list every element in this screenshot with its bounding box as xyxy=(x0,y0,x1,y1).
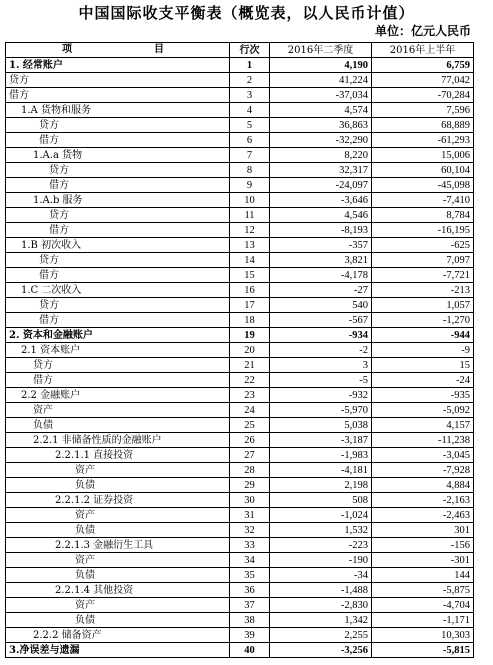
row-value-h1: -301 xyxy=(372,553,474,568)
table-row xyxy=(6,343,474,358)
row-label: 借方 xyxy=(6,373,230,388)
row-value-h1: -24 xyxy=(372,373,474,388)
row-value-q2: -5,970 xyxy=(270,403,372,418)
row-value-q2: 508 xyxy=(270,493,372,508)
row-value-q2: 5,038 xyxy=(270,418,372,433)
row-label: 资产 xyxy=(6,403,230,418)
table-row xyxy=(6,283,474,298)
row-line-number: 1 xyxy=(230,58,270,73)
row-label: 2.2.2 储备资产 xyxy=(6,628,230,643)
table-row xyxy=(6,598,474,613)
row-value-h1: -1,171 xyxy=(372,613,474,628)
row-value-q2: -8,193 xyxy=(270,223,372,238)
row-label: 2. 资本和金融账户 xyxy=(6,328,230,343)
row-value-h1: -45,098 xyxy=(372,178,474,193)
row-label: 2.2.1 非储备性质的金融账户 xyxy=(6,433,230,448)
row-value-h1: 68,889 xyxy=(372,118,474,133)
row-label: 贷方 xyxy=(6,73,230,88)
row-line-number: 29 xyxy=(230,478,270,493)
row-label: 负债 xyxy=(6,478,230,493)
row-label: 贷方 xyxy=(6,208,230,223)
row-value-q2: 1,532 xyxy=(270,523,372,538)
table-row xyxy=(6,463,474,478)
row-line-number: 32 xyxy=(230,523,270,538)
row-line-number: 9 xyxy=(230,178,270,193)
row-value-q2: -5 xyxy=(270,373,372,388)
table-row xyxy=(6,163,474,178)
row-value-q2: -3,187 xyxy=(270,433,372,448)
row-line-number: 5 xyxy=(230,118,270,133)
row-label: 借方 xyxy=(6,223,230,238)
row-value-h1: 4,157 xyxy=(372,418,474,433)
row-value-q2: -1,024 xyxy=(270,508,372,523)
row-line-number: 28 xyxy=(230,463,270,478)
table-row xyxy=(6,493,474,508)
table-row xyxy=(6,133,474,148)
table-row xyxy=(6,88,474,103)
row-value-q2: -32,290 xyxy=(270,133,372,148)
table-row xyxy=(6,403,474,418)
row-value-h1: -7,410 xyxy=(372,193,474,208)
row-line-number: 38 xyxy=(230,613,270,628)
row-value-h1: 4,884 xyxy=(372,478,474,493)
row-value-h1: -16,195 xyxy=(372,223,474,238)
row-line-number: 15 xyxy=(230,268,270,283)
row-value-q2: -932 xyxy=(270,388,372,403)
table-row xyxy=(6,208,474,223)
table-row xyxy=(6,253,474,268)
table-row xyxy=(6,193,474,208)
table-row xyxy=(6,328,474,343)
row-label: 负债 xyxy=(6,568,230,583)
row-line-number: 8 xyxy=(230,163,270,178)
row-label: 1.C 二次收入 xyxy=(6,283,230,298)
unit-label: 单位：亿元人民币 xyxy=(374,24,471,38)
row-value-q2: 3 xyxy=(270,358,372,373)
row-line-number: 39 xyxy=(230,628,270,643)
row-line-number: 3 xyxy=(230,88,270,103)
row-label: 1.A.b 服务 xyxy=(6,193,230,208)
row-value-h1: 7,097 xyxy=(372,253,474,268)
row-value-q2: 1,342 xyxy=(270,613,372,628)
row-value-h1: 60,104 xyxy=(372,163,474,178)
row-label: 2.2.1.3 金融衍生工具 xyxy=(6,538,230,553)
row-value-q2: -34 xyxy=(270,568,372,583)
table-row xyxy=(6,628,474,643)
row-value-h1: 10,303 xyxy=(372,628,474,643)
row-value-q2: -357 xyxy=(270,238,372,253)
row-value-h1: 301 xyxy=(372,523,474,538)
table-row xyxy=(6,238,474,253)
table-row xyxy=(6,148,474,163)
table-row xyxy=(6,118,474,133)
row-value-q2: -4,181 xyxy=(270,463,372,478)
row-value-h1: -5,875 xyxy=(372,583,474,598)
table-row xyxy=(6,448,474,463)
row-label: 资产 xyxy=(6,553,230,568)
table-row xyxy=(6,478,474,493)
column-header-q2: 2016年二季度 xyxy=(270,43,372,58)
row-value-h1: -2,463 xyxy=(372,508,474,523)
row-label: 借方 xyxy=(6,133,230,148)
row-value-h1: 1,057 xyxy=(372,298,474,313)
row-value-h1: -11,238 xyxy=(372,433,474,448)
row-line-number: 35 xyxy=(230,568,270,583)
row-value-h1: 8,784 xyxy=(372,208,474,223)
row-label: 负债 xyxy=(6,613,230,628)
row-value-h1: 6,759 xyxy=(372,58,474,73)
column-header-item xyxy=(6,43,230,58)
row-value-q2: 2,255 xyxy=(270,628,372,643)
row-value-h1: 15 xyxy=(372,358,474,373)
row-line-number: 13 xyxy=(230,238,270,253)
row-label: 2.1 资本账户 xyxy=(6,343,230,358)
row-line-number: 33 xyxy=(230,538,270,553)
table-row xyxy=(6,223,474,238)
row-value-q2: -4,178 xyxy=(270,268,372,283)
table-row xyxy=(6,538,474,553)
row-line-number: 40 xyxy=(230,643,270,658)
row-value-h1: 144 xyxy=(372,568,474,583)
row-label: 3.净误差与遗漏 xyxy=(6,643,230,658)
table-row xyxy=(6,103,474,118)
row-value-q2: -24,097 xyxy=(270,178,372,193)
row-line-number: 34 xyxy=(230,553,270,568)
row-value-q2: -37,034 xyxy=(270,88,372,103)
row-value-h1: -625 xyxy=(372,238,474,253)
row-label: 资产 xyxy=(6,598,230,613)
row-line-number: 26 xyxy=(230,433,270,448)
table-row xyxy=(6,613,474,628)
table-row xyxy=(6,418,474,433)
row-value-h1: -5,092 xyxy=(372,403,474,418)
row-value-h1: -5,815 xyxy=(372,643,474,658)
table-header-row xyxy=(6,43,474,58)
row-value-h1: -61,293 xyxy=(372,133,474,148)
row-line-number: 12 xyxy=(230,223,270,238)
row-line-number: 4 xyxy=(230,103,270,118)
table-row xyxy=(6,298,474,313)
row-value-q2: 32,317 xyxy=(270,163,372,178)
row-label: 1. 经常账户 xyxy=(6,58,230,73)
table-row xyxy=(6,58,474,73)
row-value-h1: -944 xyxy=(372,328,474,343)
table-row xyxy=(6,358,474,373)
row-value-h1: -213 xyxy=(372,283,474,298)
row-line-number: 24 xyxy=(230,403,270,418)
table-row xyxy=(6,568,474,583)
row-value-q2: -27 xyxy=(270,283,372,298)
row-line-number: 17 xyxy=(230,298,270,313)
row-label: 资产 xyxy=(6,508,230,523)
row-line-number: 7 xyxy=(230,148,270,163)
row-label: 借方 xyxy=(6,178,230,193)
header-item-char-1: 项 xyxy=(62,44,72,55)
row-label: 2.2.1.4 其他投资 xyxy=(6,583,230,598)
row-value-q2: 41,224 xyxy=(270,73,372,88)
row-value-q2: 4,190 xyxy=(270,58,372,73)
row-value-q2: 4,574 xyxy=(270,103,372,118)
row-value-h1: 15,006 xyxy=(372,148,474,163)
row-line-number: 14 xyxy=(230,253,270,268)
row-value-h1: -70,284 xyxy=(372,88,474,103)
table-row xyxy=(6,313,474,328)
row-line-number: 2 xyxy=(230,73,270,88)
header-item-char-2: 目 xyxy=(154,44,164,55)
row-value-q2: 3,821 xyxy=(270,253,372,268)
row-label: 贷方 xyxy=(6,253,230,268)
row-value-h1: -7,721 xyxy=(372,268,474,283)
row-line-number: 11 xyxy=(230,208,270,223)
row-label: 资产 xyxy=(6,463,230,478)
row-label: 1.A 货物和服务 xyxy=(6,103,230,118)
table-body xyxy=(6,58,474,658)
row-line-number: 10 xyxy=(230,193,270,208)
row-value-h1: -7,928 xyxy=(372,463,474,478)
row-label: 借方 xyxy=(6,268,230,283)
table-row xyxy=(6,508,474,523)
row-label: 1.B 初次收入 xyxy=(6,238,230,253)
row-line-number: 6 xyxy=(230,133,270,148)
table-row xyxy=(6,433,474,448)
table-row xyxy=(6,373,474,388)
row-value-h1: -1,270 xyxy=(372,313,474,328)
row-line-number: 27 xyxy=(230,448,270,463)
row-value-q2: -567 xyxy=(270,313,372,328)
page-title: 中国国际收支平衡表（概览表，以人民币计值） xyxy=(78,4,415,22)
row-label: 贷方 xyxy=(6,358,230,373)
table-row xyxy=(6,178,474,193)
row-line-number: 37 xyxy=(230,598,270,613)
row-label: 2.2.1.1 直接投资 xyxy=(6,448,230,463)
row-line-number: 36 xyxy=(230,583,270,598)
row-label: 2.2.1.2 证券投资 xyxy=(6,493,230,508)
table-row xyxy=(6,73,474,88)
row-line-number: 25 xyxy=(230,418,270,433)
row-value-q2: 2,198 xyxy=(270,478,372,493)
row-value-q2: -190 xyxy=(270,553,372,568)
row-value-h1: -2,163 xyxy=(372,493,474,508)
row-line-number: 31 xyxy=(230,508,270,523)
table-row xyxy=(6,523,474,538)
row-value-q2: -2,830 xyxy=(270,598,372,613)
row-value-q2: -1,488 xyxy=(270,583,372,598)
row-line-number: 18 xyxy=(230,313,270,328)
row-value-h1: 7,596 xyxy=(372,103,474,118)
row-label: 1.A.a 货物 xyxy=(6,148,230,163)
row-value-q2: -934 xyxy=(270,328,372,343)
balance-of-payments-table xyxy=(5,42,474,658)
table-row xyxy=(6,268,474,283)
row-label: 借方 xyxy=(6,88,230,103)
table-row xyxy=(6,643,474,658)
row-value-h1: -935 xyxy=(372,388,474,403)
row-line-number: 23 xyxy=(230,388,270,403)
row-label: 贷方 xyxy=(6,163,230,178)
row-line-number: 22 xyxy=(230,373,270,388)
row-value-q2: -3,256 xyxy=(270,643,372,658)
column-header-line: 行次 xyxy=(230,43,270,58)
row-line-number: 16 xyxy=(230,283,270,298)
row-value-h1: -3,045 xyxy=(372,448,474,463)
row-value-q2: -1,983 xyxy=(270,448,372,463)
row-label: 贷方 xyxy=(6,298,230,313)
row-value-h1: -9 xyxy=(372,343,474,358)
row-value-q2: -3,646 xyxy=(270,193,372,208)
table-row xyxy=(6,583,474,598)
row-value-h1: -4,704 xyxy=(372,598,474,613)
row-line-number: 30 xyxy=(230,493,270,508)
row-value-q2: -2 xyxy=(270,343,372,358)
row-label: 负债 xyxy=(6,523,230,538)
row-value-q2: 36,863 xyxy=(270,118,372,133)
row-value-q2: 8,220 xyxy=(270,148,372,163)
row-value-h1: 77,042 xyxy=(372,73,474,88)
column-header-h1: 2016年上半年 xyxy=(372,43,474,58)
row-line-number: 19 xyxy=(230,328,270,343)
row-value-h1: -156 xyxy=(372,538,474,553)
row-value-q2: -223 xyxy=(270,538,372,553)
row-label: 贷方 xyxy=(6,118,230,133)
row-label: 2.2 金融账户 xyxy=(6,388,230,403)
table-row xyxy=(6,553,474,568)
row-label: 借方 xyxy=(6,313,230,328)
row-value-q2: 4,546 xyxy=(270,208,372,223)
row-value-q2: 540 xyxy=(270,298,372,313)
row-line-number: 20 xyxy=(230,343,270,358)
table-row xyxy=(6,388,474,403)
row-label: 负债 xyxy=(6,418,230,433)
row-line-number: 21 xyxy=(230,358,270,373)
